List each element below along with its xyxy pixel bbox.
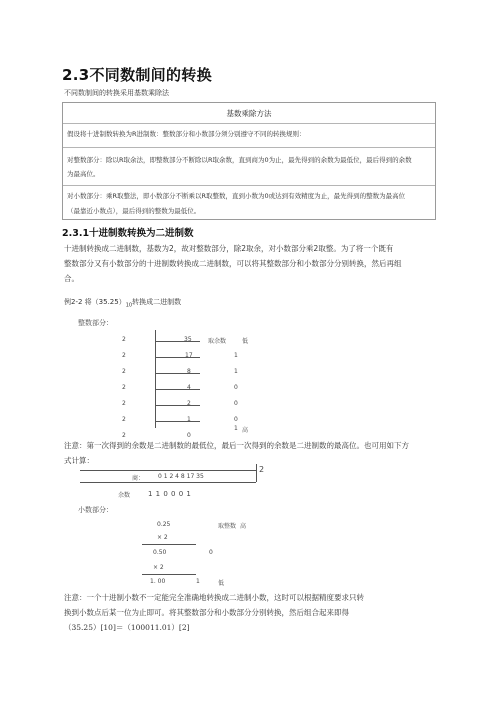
quotient: 4: [187, 384, 191, 391]
quotient: 2: [187, 400, 191, 407]
low-marker: 低: [218, 580, 225, 587]
quotient: 8: [187, 368, 191, 375]
note-2-line-1: 注意：一个十进制小数不一定能完全准确地转换成二进制小数，这时可以根据精度要求只转: [64, 593, 364, 602]
mult-factor: × 2: [157, 534, 168, 541]
integer-digit: 0: [209, 549, 213, 556]
method-row-3b: （最靠近小数点），最后得到的整数为最低位。: [67, 207, 201, 215]
fraction-part-label: 小数部分：: [78, 506, 113, 514]
divisor: 2: [122, 352, 126, 359]
page-title: 2.3不同数制间的转换: [62, 66, 212, 84]
method-row-1: 假设将十进制数转换为R进制数：整数部分和小数部分须分别遵守不同的转换规则：: [67, 130, 306, 138]
remainder: 1: [234, 352, 238, 359]
method-table-caption: 基数乘除方法: [226, 109, 272, 118]
integer-part-label: 整数部分：: [78, 319, 113, 327]
quotient: 17: [185, 352, 193, 359]
note-1-line-2: 式计算：: [64, 456, 94, 465]
high-marker: 高: [242, 427, 249, 434]
note-2-line-3: （35.25）[10]＝（100011.01）[2]: [64, 623, 190, 632]
divisor: 2: [122, 368, 126, 375]
quotient: 1: [187, 416, 191, 423]
remainder: 1: [234, 425, 238, 432]
paragraph-line-2: 整数部分又有小数部分的十进制数转换成二进制数，可以将其整数部分和小数部分分别转换，然后再组: [64, 259, 402, 268]
note-1-line-1: 注意：第一次得到的余数是二进制数的最低位，最后一次得到的余数是二进制数的最高位。也可用如下方: [64, 441, 409, 450]
remainder: 0: [234, 384, 238, 391]
mult-factor: × 2: [153, 564, 164, 571]
low-marker: 低: [242, 338, 249, 345]
method-table: [62, 102, 436, 220]
divisor: 2: [122, 400, 126, 407]
mult-result: 1. 00: [150, 578, 166, 585]
mult-start: 0.25: [157, 521, 171, 528]
remainder-header: 取余数: [208, 338, 227, 345]
remainder: 0: [234, 400, 238, 407]
subtitle: 不同数制间的转换采用基数乘除法: [64, 89, 169, 97]
section-heading: 2.3.1十进制数转换为二进制数: [62, 228, 194, 239]
remainder-values: 1 1 0 0 0 1: [148, 490, 192, 498]
method-row-2b: 为最高位。: [67, 170, 100, 178]
divisor: 2: [122, 336, 126, 343]
quotient-divisor: 2: [259, 465, 265, 474]
method-row-2a: 对整数部分：除以R取余法，即整数部分不断除以R取余数，直到商为0为止，最先得到的余数为最低位，最后得到的余数: [67, 156, 412, 164]
example-heading: [64, 297, 181, 308]
example-prefix: 例2-2 将（35.25）: [64, 298, 126, 306]
integer-digit: 1: [196, 578, 200, 585]
example-subscript: 10: [125, 302, 133, 309]
divisor: 2: [122, 432, 126, 439]
remainder-label: 余数: [118, 492, 131, 499]
remainder: 1: [234, 368, 238, 375]
example-suffix: 转换成二进制数: [132, 298, 182, 306]
mult-result: 0.50: [153, 549, 167, 556]
quotient-label: 商：: [132, 475, 145, 482]
remainder: 0: [234, 416, 238, 423]
paragraph-line-3: 合。: [64, 274, 79, 283]
high-marker: 高: [240, 523, 247, 530]
note-2-line-2: 换到小数点后某一位为止即可。将其整数部分和小数部分分别转换，然后组合起来即得: [64, 608, 349, 617]
quotient: 35: [184, 336, 192, 343]
divisor: 2: [122, 384, 126, 391]
divisor: 2: [122, 416, 126, 423]
method-row-3a: 对小数部分：乘R取整法，即小数部分不断乘以R取整数，直到小数为0或达到有效精度为止，最先得到的整数为最高位: [67, 192, 406, 200]
quotient-values: 0 1 2 4 8 17 35: [158, 473, 204, 480]
paragraph-line-1: 十进制转换成二进制数，基数为2，故对整数部分，除2取余，对小数部分乘2取整。为了将一个既有: [64, 244, 394, 253]
quotient: 0: [187, 432, 191, 439]
integer-header: 取整数: [218, 523, 237, 530]
